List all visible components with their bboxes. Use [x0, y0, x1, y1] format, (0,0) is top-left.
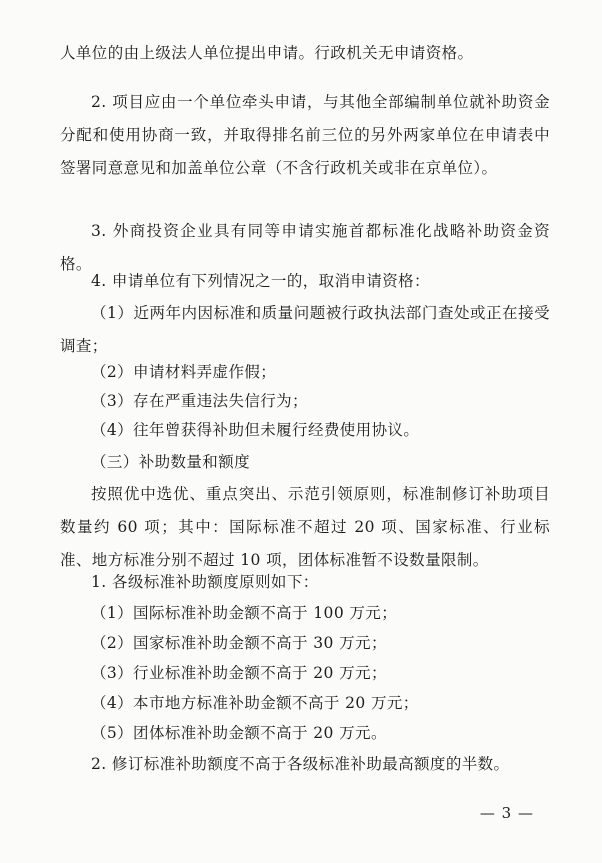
list-item-4-4: （4）往年曾获得补助但未履行经费使用协议。	[91, 421, 420, 439]
list-item-4-2: （2）申请材料弄虚作假；	[91, 363, 277, 381]
paragraph-item-4: 4. 申请单位有下列情况之一的，取消申请资格：	[91, 272, 430, 290]
paragraph-item-3: 3. 外商投资企业具有同等申请实施首都标准化战略补助资金资格。	[60, 222, 550, 273]
page-number: — 3 —	[479, 804, 534, 822]
list-item-1-2: （2）国家标准补助金额不高于 30 万元；	[91, 634, 387, 652]
paragraph-item-2b: 2. 修订标准补助额度不高于各级标准补助最高额度的半数。	[91, 755, 510, 773]
paragraph-quantity: 按照优中选优、重点突出、示范引领原则，标准制修订补助项目数量约 60 项；其中：国际标准不超过 20 项、国家标准、行业标准、地方标准分别不超过 10 项，团体标准暂不设数量限制。	[60, 485, 550, 569]
section-heading: （三）补助数量和额度	[91, 453, 251, 471]
list-item-1-5: （5）团体标准补助金额不高于 20 万元。	[91, 724, 387, 742]
list-item-1-1: （1）国际标准补助金额不高于 100 万元；	[91, 604, 398, 622]
list-item-4-3: （3）存在严重违法失信行为；	[91, 392, 308, 410]
paragraph-item-1: 1. 各级标准补助额度原则如下：	[91, 573, 319, 591]
paragraph-item-2: 2. 项目应由一个单位牵头申请，与其他全部编制单位就补助资金分配和使用协商一致，并取得排名前三位的另外两家单位在申请表中签署同意意见和加盖单位公章（不含行政机关或非在京单位）。	[60, 93, 550, 177]
list-item-4-1: （1）近两年内因标准和质量问题被行政执法部门查处或正在接受调查；	[60, 304, 550, 355]
paragraph-continuation: 人单位的由上级法人单位提出申请。行政机关无申请资格。	[60, 44, 474, 62]
list-item-1-4: （4）本市地方标准补助金额不高于 20 万元；	[91, 694, 419, 712]
list-item-1-3: （3）行业标准补助金额不高于 20 万元；	[91, 664, 387, 682]
